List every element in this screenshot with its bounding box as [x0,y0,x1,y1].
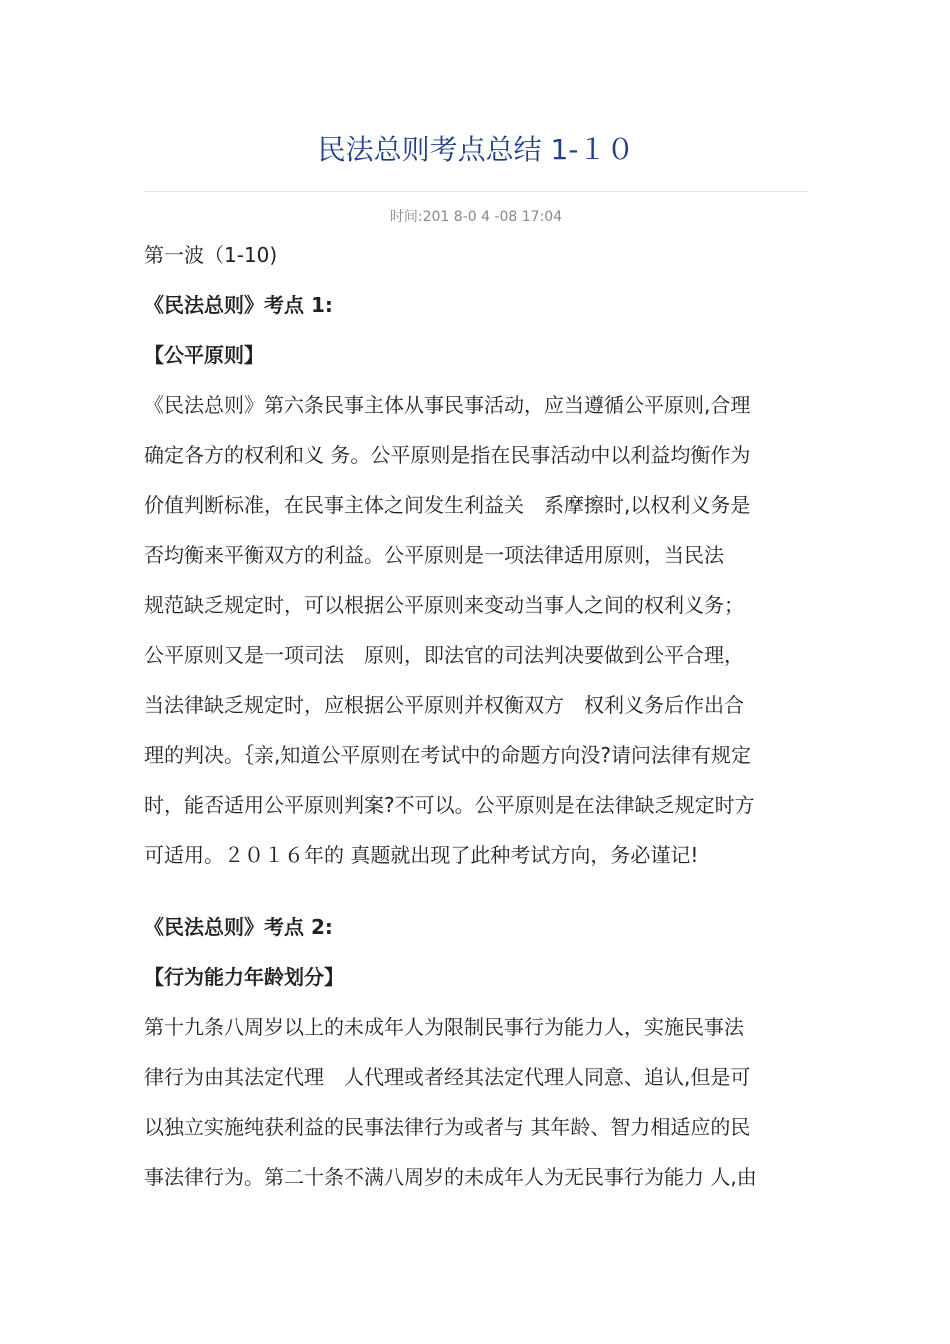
point2-heading: 《民法总则》考点 2: [144,915,333,939]
point2-line: 律行为由其法定代理 人代理或者经其法定代理人同意、追认,但是可 [144,1065,751,1089]
point1-line: 否均衡来平衡双方的利益。公平原则是一项法律适用原则，当民法 [144,543,724,567]
point1-line: 理的判决。｛亲,知道公平原则在考试中的命题方向没?请问法律有规定 [144,743,751,767]
point1-line: 价值判断标准，在民事主体之间发生利益关 系摩擦时,以权利义务是 [144,493,751,517]
point1-topic: 【公平原则】 [144,343,264,367]
point1-line: 可适用。２０１６年的 真题就出现了此种考试方向，务必谨记! [144,843,699,867]
point2-line: 以独立实施纯获利益的民事法律行为或者与 其年龄、智力相适应的民 [144,1115,751,1139]
point2-topic: 【行为能力年龄划分】 [144,965,344,989]
point1-line: 确定各方的权利和义 务。公平原则是指在民事活动中以利益均衡作为 [144,443,751,467]
point1-heading: 《民法总则》考点 1: [144,293,333,317]
point1-line: 《民法总则》第六条民事主体从事民事活动，应当遵循公平原则,合理 [144,393,751,417]
title-divider [144,191,808,192]
publish-time: 时间:201 8-0 4 -08 17:04 [389,209,563,225]
point1-line: 规范缺乏规定时，可以根据公平原则来变动当事人之间的权利义务； [144,593,744,617]
point1-line: 公平原则又是一项司法 原则，即法官的司法判决要做到公平合理， [144,643,744,667]
point2-line: 事法律行为。第二十条不满八周岁的未成年人为无民事行为能力 人,由 [144,1165,757,1189]
point1-line: 当法律缺乏规定时，应根据公平原则并权衡双方 权利义务后作出合 [144,693,744,717]
wave-label: 第一波（1-10) [144,243,278,267]
point2-line: 第十九条八周岁以上的未成年人为限制民事行为能力人，实施民事法 [144,1015,744,1039]
point1-line: 时，能否适用公平原则判案?不可以。公平原则是在法律缺乏规定时方 [144,793,755,817]
page-title: 民法总则考点总结 1-１０ [317,133,635,166]
